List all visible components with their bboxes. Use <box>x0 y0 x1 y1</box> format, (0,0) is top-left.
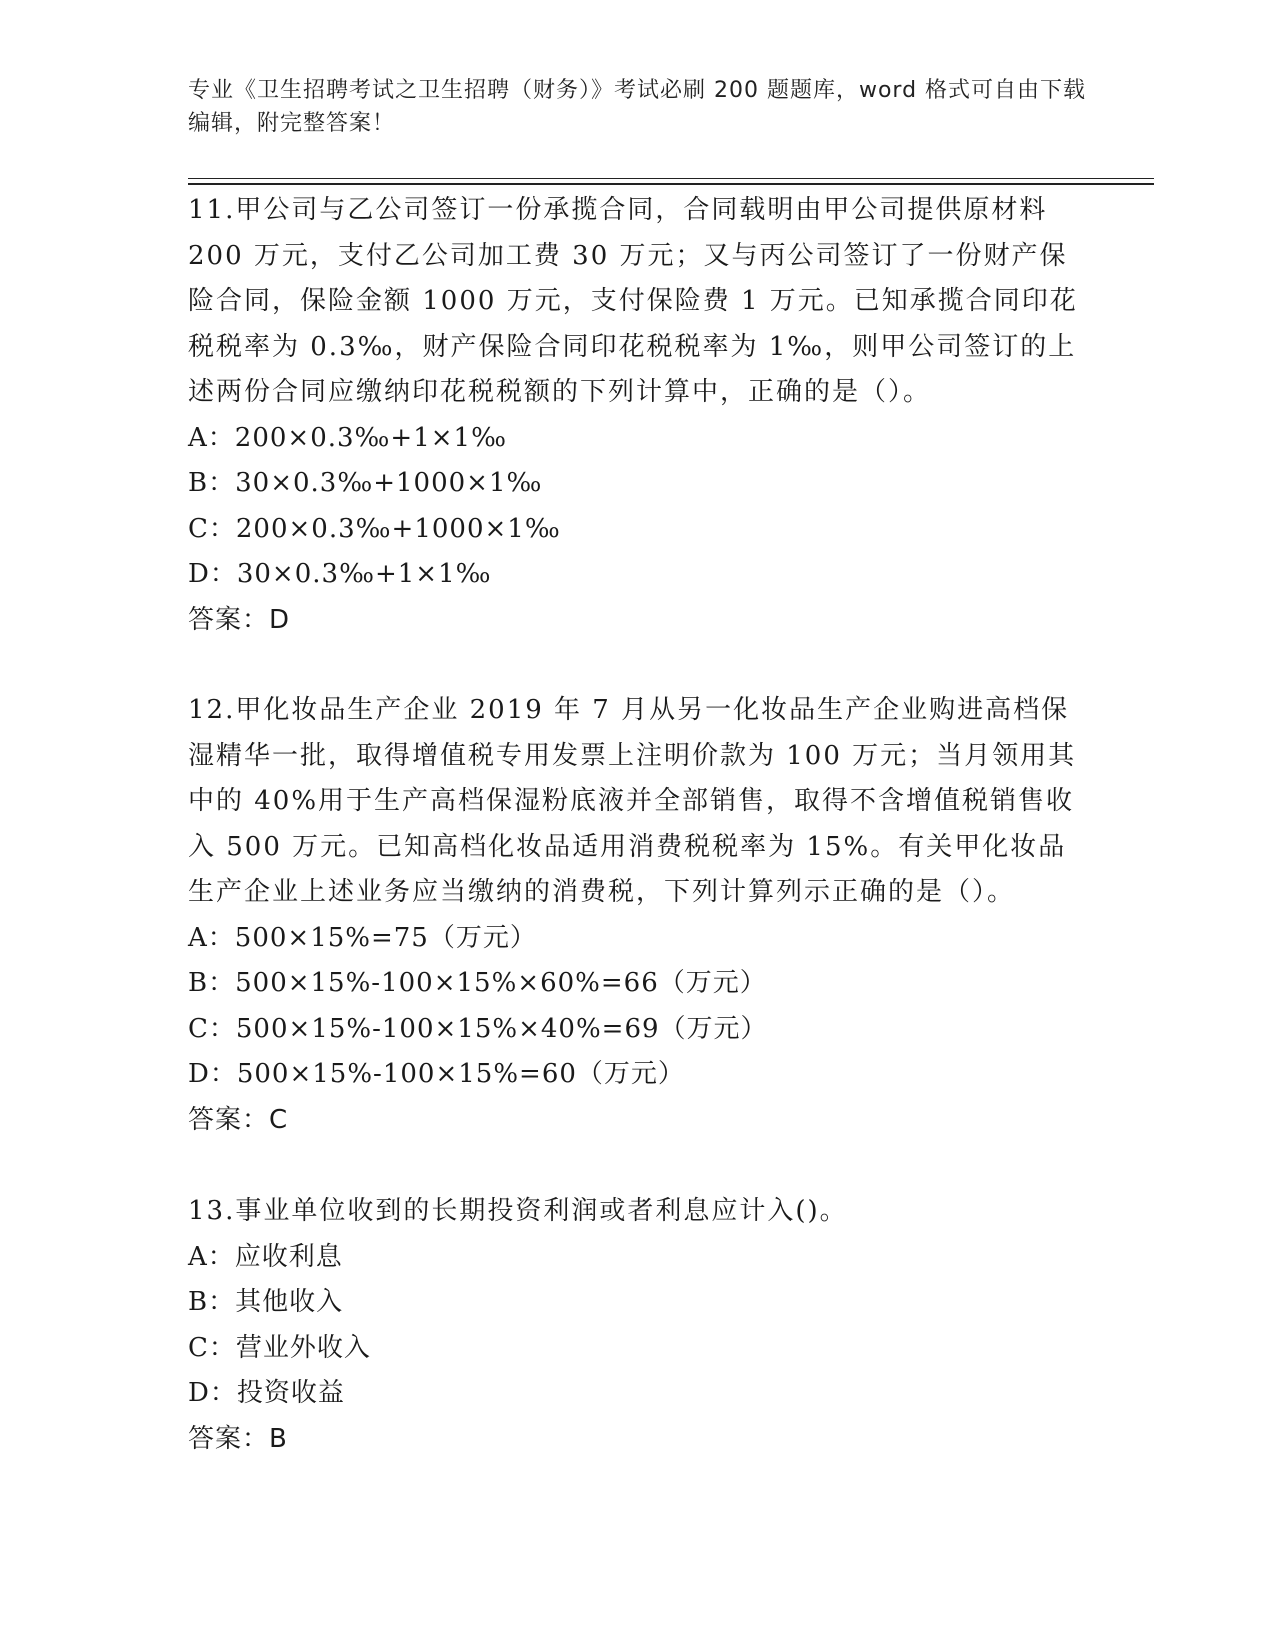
option-c: C：500×15%-100×15%×40%=69（万元） <box>188 1013 768 1044</box>
question-stem: 13.事业单位收到的长期投资利润或者利息应计入()。 <box>188 1196 848 1226</box>
option-b: B：30×0.3‰+1000×1‰ <box>188 468 543 498</box>
option-a: A：应收利息 <box>188 1241 343 1272</box>
question-11 <box>188 188 1088 643</box>
option-c: C：200×0.3‰+1000×1‰ <box>188 513 561 544</box>
option-d: D：30×0.3‰+1×1‰ <box>188 559 492 589</box>
option-a: A：200×0.3‰+1×1‰ <box>188 422 507 453</box>
option-d: D：500×15%-100×15%=60（万元） <box>188 1059 685 1089</box>
question-12 <box>188 688 1088 1143</box>
option-a: A：500×15%=75（万元） <box>188 922 537 953</box>
option-c: C：营业外收入 <box>188 1332 371 1363</box>
header-divider-thick <box>188 183 1154 185</box>
question-stem: 12.甲化妆品生产企业 2019 年 7 月从另一化妆品生产企业购进高档保湿精华一批，取得增值税专用发票上注明价款为 100 万元；当月领用其中的 40%用于生产高档保湿粉底液并全部销售，取得不含增值税销售收入 500 万元。已知高档化妆品适用消费税税率为 15%。有关甲化妆品生产企业上述业务应当缴纳的消费税，下列计算列示正确的是（）。 <box>188 695 1077 907</box>
answer-line: 答案：B <box>188 1423 288 1454</box>
answer-line: 答案：D <box>188 604 291 635</box>
header-divider-thin <box>188 178 1154 179</box>
question-stem: 11.甲公司与乙公司签订一份承揽合同，合同载明由甲公司提供原材料 200 万元，支付乙公司加工费 30 万元；又与丙公司签订了一份财产保险合同，保险金额 1000 万元，支付保险费 1 万元。已知承揽合同印花税税率为 0.3‰，财产保险合同印花税税率为 1‰，则甲公司签订的上述两份合同应缴纳印花税税额的下列计算中，正确的是（）。 <box>188 195 1078 407</box>
option-b: B：其他收入 <box>188 1287 344 1317</box>
answer-line: 答案：C <box>188 1104 289 1135</box>
document-header: 专业《卫生招聘考试之卫生招聘（财务）》考试必刷 200 题题库，word 格式可自由下载编辑，附完整答案！ <box>188 78 1087 136</box>
option-d: D：投资收益 <box>188 1378 345 1408</box>
option-b: B：500×15%-100×15%×60%=66（万元） <box>188 968 767 998</box>
question-13 <box>188 1189 1088 1462</box>
